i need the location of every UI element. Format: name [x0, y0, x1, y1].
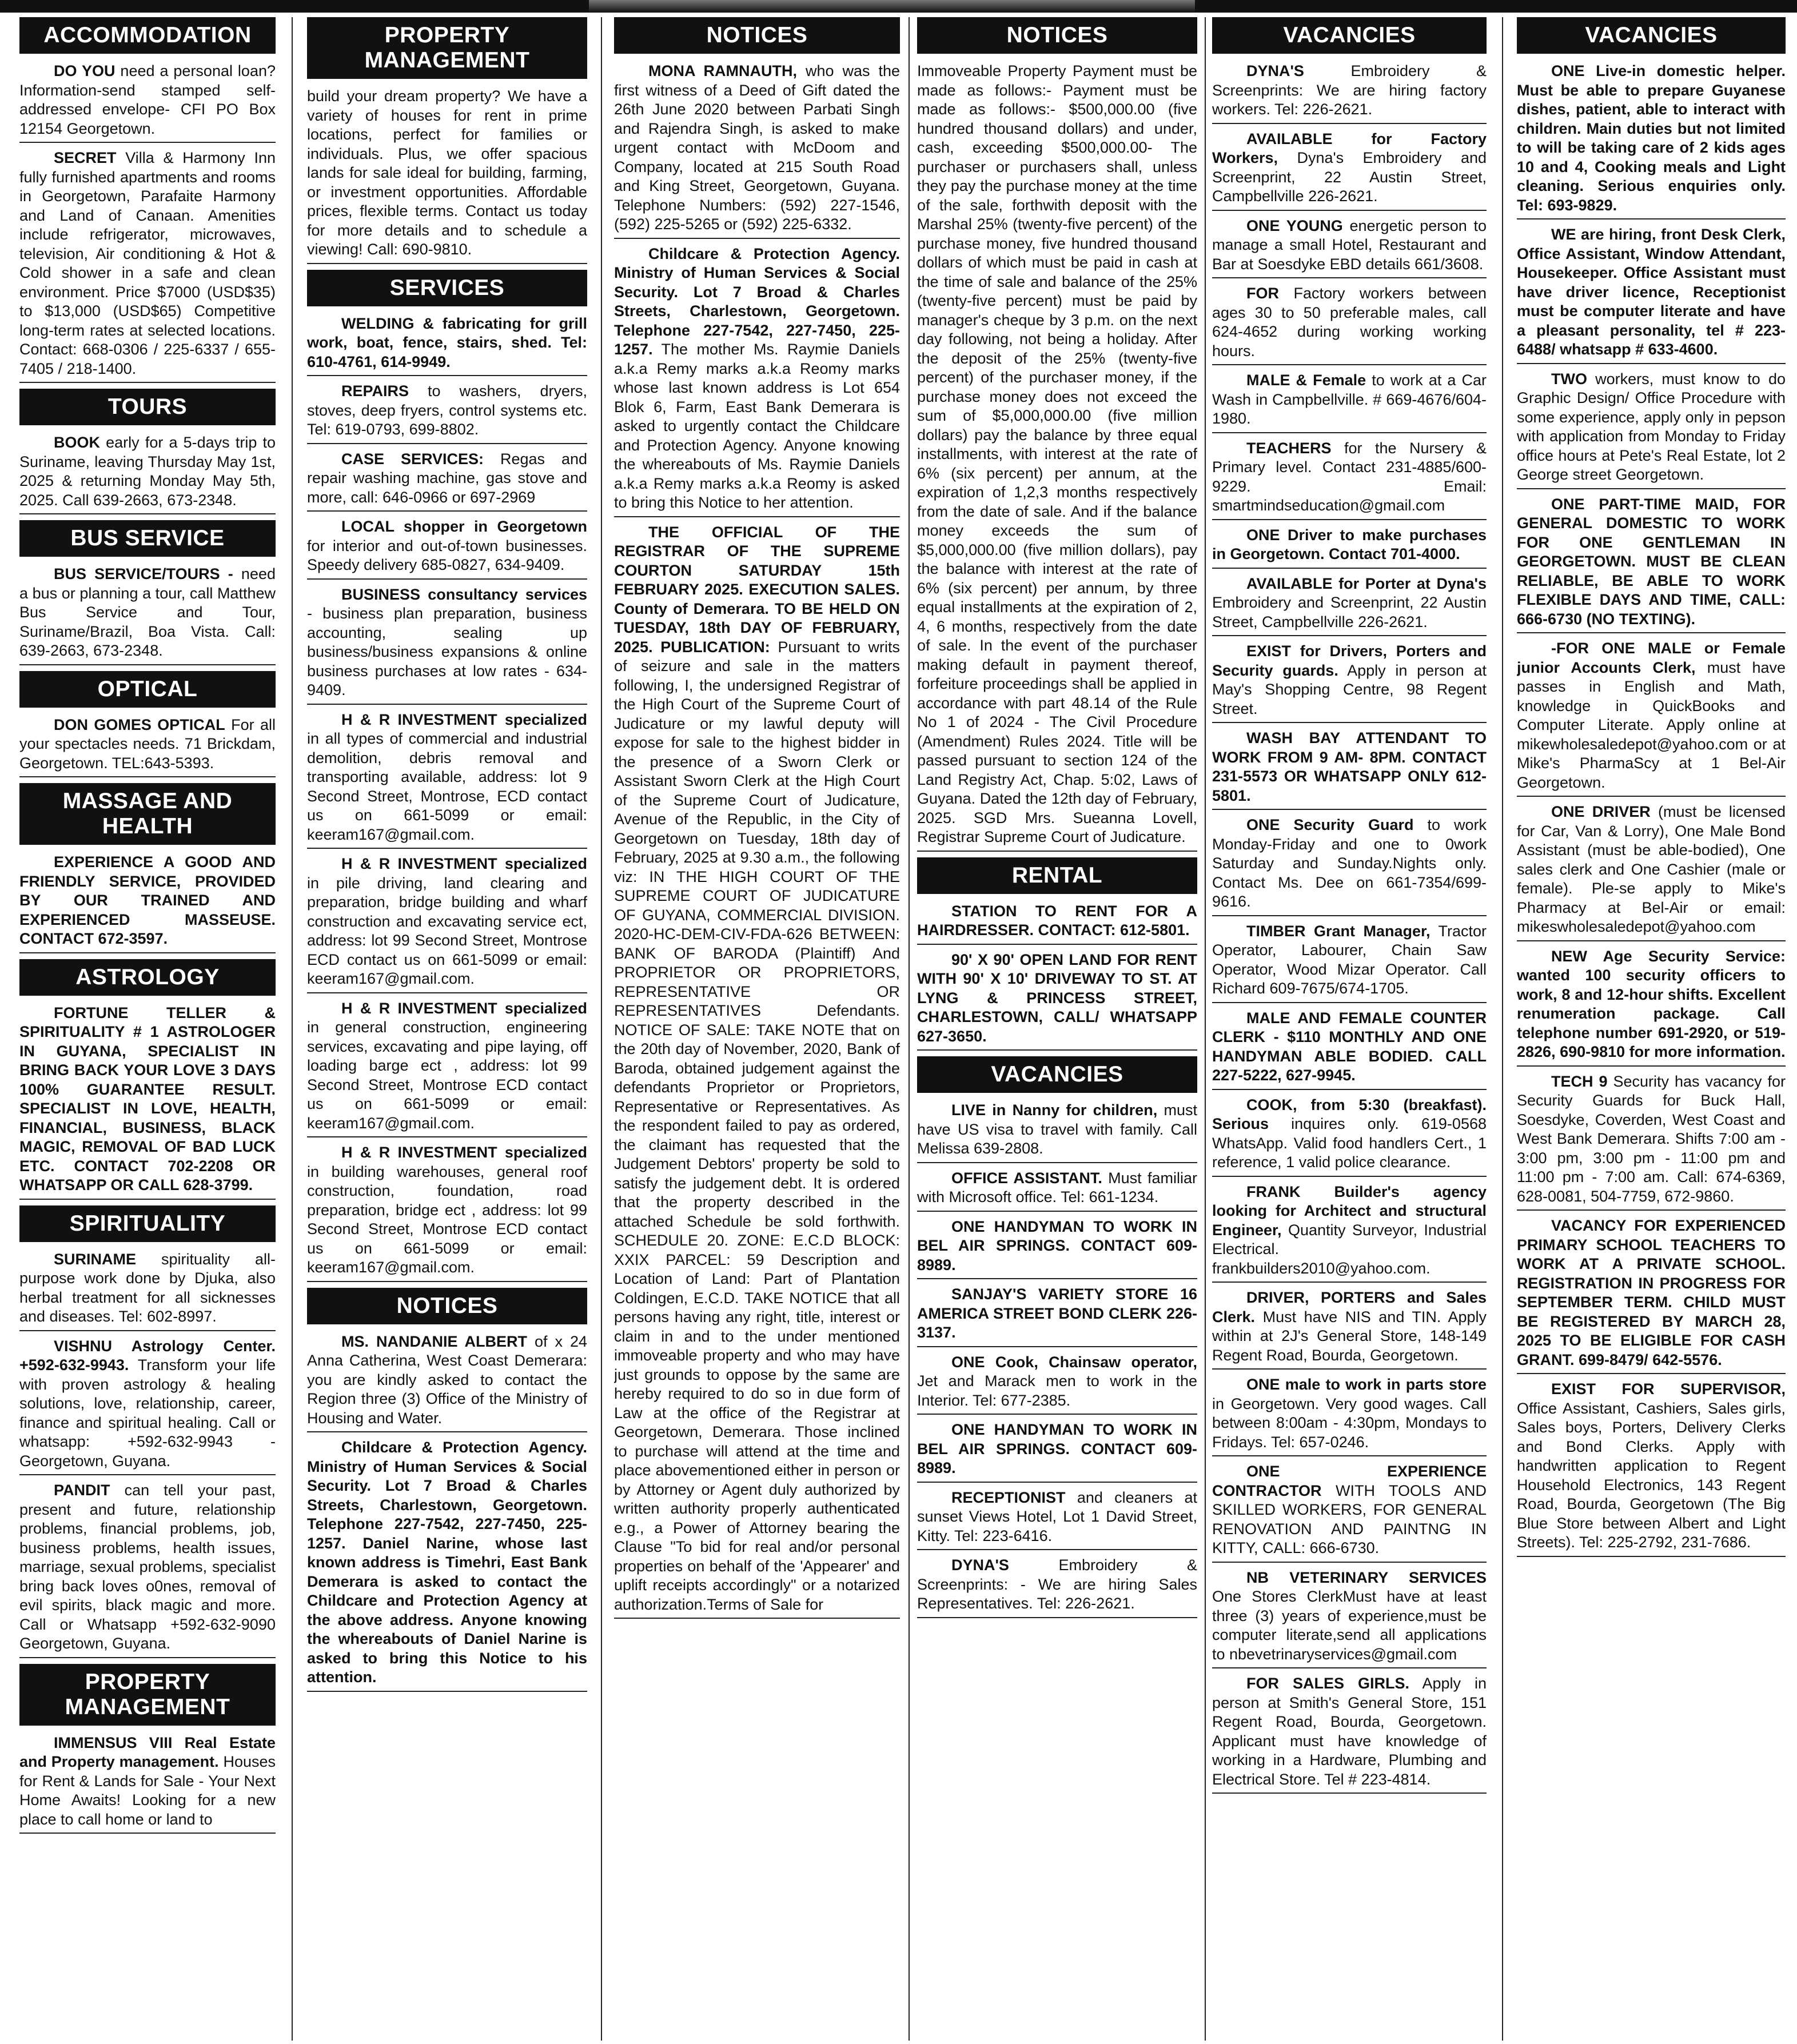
ad-text: Must familiar with Microsoft office. Tel: 661-1234. — [917, 1169, 1197, 1205]
classified-ad — [1212, 574, 1487, 637]
ad-lead: MONA RAMNAUTH, — [648, 62, 797, 79]
section-header: SPIRITUALITY — [19, 1205, 276, 1242]
classified-ad — [307, 855, 587, 993]
ad-text: inquires only. 619-0568 WhatsApp. Valid food handlers Cert., 1 reference, 1 valid police clearance. — [1212, 1115, 1487, 1171]
ad-text: Embroidery & Screenprints: We are hiring factory workers. Tel: 226-2621. — [1212, 62, 1487, 118]
classified-ad — [19, 149, 276, 383]
classified-ad — [917, 1353, 1197, 1415]
ad-lead: PANDIT — [54, 1482, 110, 1499]
ad-lead: ONE DRIVER — [1551, 803, 1651, 820]
classified-ad — [1517, 1380, 1786, 1557]
section-header: VACANCIES — [1212, 17, 1487, 54]
ad-text: For all your spectacles needs. 71 Brickdam, Georgetown. TEL:643-5393. — [19, 716, 276, 772]
ad-lead: DYNA'S — [1246, 62, 1304, 79]
ad-text: in pile driving, land clearing and preparation, bridge building and wharf construction and excavating service ect, address: lot 99 Second Street, Montrose ECD contact us on 661-5099 or email: keeram167@gmail.com. — [307, 874, 587, 987]
classified-ad — [614, 62, 900, 239]
classified-ad — [307, 1438, 587, 1692]
ad-text: Immoveable Property Payment must be made as follows:- Payment must be made as follows:- $500,000.00 (five hundred thousand dollars) and under, cash, exceeding $500,000.00- The purchaser or purchasers shall, unless they pay the purchase money at the time of the sale, forthwith deposit with the Marshal 25% (twenty-five percent) of the purchase money, five hundred thousand dollars of which must be paid in cash at the time of sale and balance of the 25% (twenty-five percent) must be paid by manager's cheque by 3 p.m. on the next day following, not being a holiday. After the deposit of the 25% (twenty-five percent) of the purchaser money, if the purchase money does not exceed the sum of $5,000,000.00 (five million dollars) pay the balance by three equal installments, with interest at the rate of 6% (six percent) per annum, at the expiration of 1,2,3 months respectively from the date of sale. And if the balance money exceeds the sum of $5,000,000.00 (five million dollars), pay the balance with interest at the rate of 6% (six percent) per annum, by three equal installments at the expiration of 2, 4, 6 months, respectively from the date of sale. In the event of the purchaser making default in payment thereof, forfeiture proceedings shall be applied in accordance with part 48.14 of the Rule No 1 of 2024 - The Civil Procedure (Amendment) Rules 2024. Title will be passed pursuant to section 124 of the Land Registry Act, Chap. 5:02, Laws of Guyana. Dated the 12th day of February, 2025. SGD Mrs. Sueanna Lovell, Registrar Supreme Court of Judicature. — [917, 62, 1197, 845]
ad-lead: IMMENSUS VIII Real Estate and Property management. — [19, 1734, 276, 1770]
ad-lead: ONE Cook, Chainsaw operator, — [951, 1353, 1197, 1371]
classified-ad — [1517, 225, 1786, 364]
classified-ad — [917, 1420, 1197, 1483]
ad-lead: BOOK — [54, 434, 100, 451]
ad-text: MALE AND FEMALE COUNTER CLERK - $110 MONTHLY AND ONE HANDYMAN ABLE BODIED. CALL 227-5222, 627-9945. — [1212, 1009, 1487, 1084]
ad-lead: THE OFFICIAL OF THE REGISTRAR OF THE SUPREME COURTON SATURDAY 15th FEBRUARY 2025. EXECUTION SALES. County of Demerara. TO BE HELD ON TUESDAY, 18th DAY OF FEBRUARY, 2025. PUBLICATION: — [614, 523, 900, 656]
classified-ad — [19, 1734, 276, 1834]
ad-lead: EXIST for Drivers, Porters and Security guards. — [1212, 642, 1487, 679]
classified-ad — [19, 62, 276, 143]
ad-text: for the Nursery & Primary level. Contact 231-4885/600-9229. Email: smartmindseducation@gmail.com — [1212, 439, 1487, 514]
ad-lead: AVAILABLE for Porter at Dyna's — [1246, 574, 1487, 592]
ad-lead: BUSINESS consultancy services — [341, 585, 587, 603]
column-divider — [1205, 17, 1206, 2041]
ad-lead: MS. NANDANIE ALBERT — [341, 1332, 527, 1350]
column-divider — [601, 17, 602, 2041]
classified-ad — [1212, 1183, 1487, 1283]
ad-text: Embroidery and Screenprint, 22 Austin Street, Campbellville 226-2621. — [1212, 594, 1487, 630]
ad-text: Quantity Surveyor, Industrial Electrical. frankbuilders2010@yahoo.com. — [1212, 1221, 1487, 1277]
classified-ad — [1517, 1072, 1786, 1211]
ad-lead: Childcare & Protection Agency. Ministry of Human Services & Social Security. Lot 7 Broad & Charles Streets, Charlestown, Georgetown. Telephone 227-7542, 227-7450, 225-1257. Daniel Narine, whose last known address is Timehri, East Bank Demerara is asked to contact the Childcare and Protection Agency at the above address. Anyone knowing the whereabouts of Daniel Narine is asked to bring this Notice to his attention. — [307, 1439, 587, 1686]
ad-lead: ONE EXPERIENCE CONTRACTOR — [1212, 1463, 1487, 1499]
ad-lead: LIVE in Nanny for children, — [951, 1101, 1158, 1119]
ad-text: Houses for Rent & Lands for Sale - Your Next Home Awaits! Looking for a new place to call home or land to — [19, 1753, 276, 1828]
ad-lead: COOK, from 5:30 (breakfast). Serious — [1212, 1096, 1487, 1132]
classified-ad — [917, 1169, 1197, 1212]
ad-text: ONE HANDYMAN TO WORK IN BEL AIR SPRINGS. CONTACT 609-8989. — [917, 1421, 1197, 1476]
classified-ad — [1212, 217, 1487, 279]
section-header: VACANCIES — [1517, 17, 1786, 54]
section-header: ACCOMMODATION — [19, 17, 276, 54]
ad-lead: NEW Age Security Service: wanted 100 security officers to work, 8 and 12-hour shifts. Excellent renumeration package. Call telephone number 691-2920, or 519-2826, 690-9810 for more information. — [1517, 947, 1786, 1060]
classified-ad — [1212, 1375, 1487, 1456]
ad-lead: ONE Live-in domestic helper. Must be able to prepare Guyanese dishes, patient, able to interact with children. Main duties but not limited to will be taking care of 2 kids ages 10 and 4, Cooking meals and Light cleaning. Serious enquiries only. Tel: 693-9829. — [1517, 62, 1786, 214]
classified-ad — [917, 951, 1197, 1051]
section-header: PROPERTY MANAGEMENT — [307, 17, 587, 79]
ad-text: Apply in person at Smith's General Store, 151 Regent Road, Bourda, Georgetown. Applicant must have knowledge of working in a Hardware, Plumbing and Electrical Store. Tel # 223-4814. — [1212, 1675, 1487, 1788]
ad-lead: H & R INVESTMENT specialized — [341, 855, 587, 872]
classified-ad — [1212, 1568, 1487, 1669]
ad-text: spirituality all-purpose work done by Djuka, also herbal treatment for all sicknesses and diseases. Tel: 602-8997. — [19, 1250, 276, 1325]
ad-lead: LOCAL shopper in Georgetown — [341, 518, 587, 535]
ad-lead: DYNA'S — [951, 1556, 1009, 1574]
ad-text: ONE PART-TIME MAID, FOR GENERAL DOMESTIC TO WORK FOR ONE GENTLEMAN IN GEORGETOWN. MUST BE CLEAN RELIABLE, BE ABLE TO WORK FLEXIBLE DAYS AND TIME, CALL: 666-6730 (NO TEXTING). — [1517, 495, 1786, 628]
classified-ad — [917, 1217, 1197, 1280]
section-header: NOTICES — [307, 1288, 587, 1324]
ad-text: STATION TO RENT FOR A HAIRDRESSER. CONTACT: 612-5801. — [917, 902, 1197, 939]
classified-ad — [1212, 729, 1487, 810]
ad-text: One Stores ClerkMust have at least three (3) years of experience,must be computer literate,send all applications to nbevetrinaryservices@gmail.com — [1212, 1588, 1487, 1663]
ad-text: who was the first witness of a Deed of Gift dated the 26th June 2020 between Parbati Singh and Rajendra Singh, is asked to make urgent contact with McDoom and Company, located at 215 South Road and King Street, Georgetown, Guyana. Telephone Numbers: (592) 227-1546, (592) 225-5265 or (592) 225-6332. — [614, 62, 900, 233]
classified-ad — [19, 1337, 276, 1476]
classified-ad — [917, 902, 1197, 945]
ad-lead: H & R INVESTMENT specialized — [341, 710, 587, 728]
ad-lead: DON GOMES OPTICAL — [54, 716, 225, 733]
column-5 — [1212, 17, 1487, 2041]
classified-ad — [1517, 1216, 1786, 1374]
classified-ad — [1212, 816, 1487, 916]
classified-ad — [1517, 62, 1786, 219]
classified-ad — [917, 1488, 1197, 1551]
section-header: OPTICAL — [19, 671, 276, 708]
section-header: BUS SERVICE — [19, 520, 276, 557]
column-divider — [909, 17, 910, 2041]
ad-text: workers, must know to do Graphic Design/ Office Procedure with some experience, apply only in pepson with application from Monday to Friday office hours at Pete's Real Estate, lot 2 George street Georgetown. — [1517, 370, 1786, 483]
ad-text: Embroidery & Screenprints: - We are hiring Sales Representatives. Tel: 226-2621. — [917, 1556, 1197, 1612]
classified-ad — [307, 710, 587, 849]
classified-ad — [1517, 370, 1786, 489]
column-4 — [917, 17, 1197, 2041]
column-divider — [1502, 17, 1503, 2041]
section-header: TOURS — [19, 389, 276, 425]
ad-text: ONE HANDYMAN TO WORK IN BEL AIR SPRINGS. CONTACT 609-8989. — [917, 1217, 1197, 1273]
classified-ad — [19, 1250, 276, 1331]
classified-ad — [307, 87, 587, 264]
ad-lead: TWO — [1551, 370, 1587, 388]
ad-text: Regas and repair washing machine, gas stove and more, call: 646-0966 or 697-2969 — [307, 450, 587, 506]
classified-ad — [307, 999, 587, 1138]
ad-text: Security has vacancy for Security Guards for Buck Hall, Soesdyke, Coverden, West Coast and West Bank Demerara. Shifts 7:00 am - 3:00 pm, 3:00 pm - 11:00 pm and 11:00 pm - 7:00 am. Call: 674-6369, 628-0081, 504-7759, 672-9860. — [1517, 1072, 1786, 1205]
classified-ad — [19, 1481, 276, 1658]
ad-text: - business plan preparation, business accounting, sealing up business/business expansions & online business purchases at low rates - 634-9409. — [307, 605, 587, 698]
ad-text: in Georgetown. Very good wages. Call between 8:00am - 4:30pm, Mondays to Fridays. Tel: 657-0246. — [1212, 1395, 1487, 1451]
ad-lead: BUS SERVICE/TOURS - — [54, 565, 233, 582]
classified-ad — [1517, 947, 1786, 1067]
ad-text: to work Monday-Friday and one to 0work Saturday and Sunday.Nights only. Contact Ms. Dee on 661-7354/699-9616. — [1212, 816, 1487, 910]
ad-lead: RECEPTIONIST — [951, 1488, 1066, 1506]
ad-text: need a personal loan? Information-send stamped self-addressed envelope- CFI PO Box 12154 Georgetown. — [19, 62, 276, 137]
classified-ad — [1517, 803, 1786, 941]
ad-text: Villa & Harmony Inn fully furnished apartments and rooms in Georgetown, Parafaite Harmony and Land of Canaan. Amenities include refrigerator, microwaves, television, Air conditioning & Hot & Cold shower in a safe and clean environment. Price $7000 (USD$35) to $13,000 (USD$65) Competitive long-term rates at selected locations. Contact: 668-0306 / 225-6337 / 655-7405 / 218-1400. — [19, 149, 276, 377]
classified-ad — [19, 1004, 276, 1200]
ad-text: in general construction, engineering services, excavating and pipe laying, off loading barge ect , address: lot 99 Second Street, Montrose ECD contact us on 661-5099 or email: keeram167@gmail.com. — [307, 1019, 587, 1132]
ad-text: Dyna's Embroidery and Screenprint, 22 Austin Street, Campbellville 226-2621. — [1212, 149, 1487, 205]
classified-ad — [1212, 1674, 1487, 1794]
ad-text: The mother Ms. Raymie Daniels a.k.a Remy marks a.k.a Reomy marks whose last known address is Lot 654 Blok 6, Farm, East Bank Demerara is asked to urgently contact the Childcare and Protection Agency. Anyone knowing the whereabouts of Ms. Raymie Daniels a.k.a Remy marks a.k.a Reomy is asked to bring this Notice to her attention. — [614, 341, 900, 511]
ad-text: build your dream property? We have a variety of houses for rent in prime locations, perfect for families or individuals. Plus, we offer spacious lands for sale ideal for building, farming, or investment opportunities. Affordable prices, flexible terms. Contact us today for more details and to schedule a viewing! Call: 690-9810. — [307, 87, 587, 258]
ad-text: WITH TOOLS AND SKILLED WORKERS, FOR GENERAL RENOVATION AND PAINTNG IN KITTY, CALL: 666-6730. — [1212, 1482, 1487, 1556]
ad-lead: FOR SALES GIRLS. — [1246, 1675, 1409, 1692]
section-header: SERVICES — [307, 270, 587, 306]
ad-lead: H & R INVESTMENT specialized — [341, 1144, 587, 1161]
ad-text: Apply in person at May's Shopping Centre, 98 Regent Street. — [1212, 661, 1487, 717]
section-header: NOTICES — [917, 17, 1197, 54]
ad-lead: NB VETERINARY SERVICES — [1246, 1568, 1487, 1586]
classified-ad — [1212, 130, 1487, 211]
ad-lead: WE are hiring, front Desk Clerk, Office Assistant, Window Attendant, Housekeeper. Office Assistant must have driver licence, Receptionist must be computer literate and have a pleasant personality, tel # 223-6488/ whatsapp # 633-4600. — [1517, 226, 1786, 358]
classified-ad — [1212, 439, 1487, 520]
column-divider — [292, 17, 293, 2041]
ad-lead: -FOR ONE MALE or Female junior Accounts Clerk, — [1517, 640, 1786, 676]
classified-ad — [614, 523, 900, 1619]
section-header: PROPERTY MANAGEMENT — [19, 1664, 276, 1726]
column-6 — [1517, 17, 1786, 2041]
classified-ad — [19, 565, 276, 665]
ad-text: need a bus or planning a tour, call Matthew Bus Service and Tour, Suriname/Brazil, Boa Vista. Call: 639-2663, 673-2348. — [19, 565, 276, 659]
top-rule-shade — [589, 0, 1195, 13]
classified-ad — [1212, 1288, 1487, 1370]
ad-text: Must have NIS and TIN. Apply within at 2J's General Store, 148-149 Regent Road, Bourda, Georgetown. — [1212, 1308, 1487, 1364]
ad-lead: SECRET — [54, 149, 117, 166]
ad-lead: EXIST FOR SUPERVISOR, — [1551, 1380, 1786, 1398]
classified-ad — [1212, 1096, 1487, 1177]
classified-ad — [19, 433, 276, 514]
classified-ad — [1212, 371, 1487, 433]
classified-ad — [1212, 922, 1487, 1003]
ad-text: VACANCY FOR EXPERIENCED PRIMARY SCHOOL TEACHERS TO WORK AT A PRIVATE SCHOOL. REGISTRATION IN PROGRESS FOR SEPTEMBER TERM. CHILD MUST BE REGISTERED BY MARCH 28, 2025 TO BE ELIGIBLE FOR CASH GRANT. 699-8479/ 642-5576. — [1517, 1217, 1786, 1368]
column-1 — [19, 17, 276, 2041]
column-3 — [614, 17, 900, 2041]
classified-ad — [19, 853, 276, 953]
classified-ad — [307, 1332, 587, 1433]
ad-text: WASH BAY ATTENDANT TO WORK FROM 9 AM- 8PM. CONTACT 231-5573 OR WHATSAPP ONLY 612-5801. — [1212, 729, 1487, 804]
ad-text: of x 24 Anna Catherina, West Coast Demerara: you are kindly asked to contact the Region three (3) Office of the Ministry of Housing and Water. — [307, 1332, 587, 1427]
ad-lead: FRANK Builder's agency looking for Architect and structural Engineer, — [1212, 1183, 1487, 1239]
ad-text: can tell your past, present and future, relationship problems, financial problems, job, business problems, health issues, marriage, sexual problems, specialist bring back loves o0nes, removal of evil spirits, black magic and more. Call or Whatsapp +592-632-9090 Georgetown, Guyana. — [19, 1482, 276, 1652]
ad-lead: REPAIRS — [341, 382, 409, 400]
ad-text: 90' X 90' OPEN LAND FOR RENT WITH 90' X 10' DRIVEWAY TO ST. AT LYNG & PRINCESS STREET, CHARLESTOWN, CALL/ WHATSAPP 627-3650. — [917, 951, 1197, 1045]
ad-lead: DRIVER, PORTERS and Sales Clerk. — [1212, 1289, 1487, 1326]
top-rule — [0, 0, 1797, 13]
ad-lead: ONE male to work in parts store — [1246, 1376, 1487, 1393]
ad-lead: VISHNU Astrology Center. +592-632-9943. — [19, 1337, 276, 1374]
ad-text: Tractor Operator, Labourer, Chain Saw Operator, Wood Mizar Operator. Call Richard 609-7675/674-1705. — [1212, 922, 1487, 997]
column-2 — [307, 17, 587, 2041]
classified-ad — [1212, 62, 1487, 124]
classified-ad — [307, 517, 587, 580]
ad-lead: ONE Driver to make purchases in Georgetown. Contact 701-4000. — [1212, 526, 1487, 562]
classified-ad — [1517, 639, 1786, 797]
ad-text: Jet and Marack men to work in the Interior. Tel: 677-2385. — [917, 1372, 1197, 1409]
classified-ad — [917, 1285, 1197, 1347]
ad-lead: FOR — [1246, 285, 1279, 302]
classified-ad — [917, 1101, 1197, 1163]
ad-text: in all types of commercial and industrial demolition, debris removal and transporting available, address: lot 9 Second Street, Montrose, ECD contact us on 661-5099 or email: keeram167@gmail.com. — [307, 730, 587, 843]
classified-ad — [1212, 526, 1487, 569]
classified-ad — [1212, 1462, 1487, 1563]
ad-lead: CASE SERVICES: — [341, 450, 484, 468]
ad-lead: AVAILABLE for Factory Workers, — [1212, 130, 1487, 166]
classified-ad — [1212, 284, 1487, 365]
classified-ad — [1212, 642, 1487, 723]
ad-lead: MALE & Female — [1246, 372, 1366, 389]
classified-ad — [1517, 495, 1786, 634]
section-header: ASTROLOGY — [19, 959, 276, 996]
ad-lead: H & R INVESTMENT specialized — [341, 999, 587, 1017]
ad-lead: SANJAY'S VARIETY STORE 16 AMERICA STREET BOND CLERK 226-3137. — [917, 1286, 1197, 1341]
classified-ad — [614, 245, 900, 517]
section-header: VACANCIES — [917, 1056, 1197, 1093]
ad-text: EXPERIENCE A GOOD AND FRIENDLY SERVICE, PROVIDED BY OUR TRAINED AND EXPERIENCED MASSEUSE. CONTACT 672-3597. — [19, 853, 276, 947]
classified-ad — [917, 1556, 1197, 1618]
ad-lead: DO YOU — [54, 62, 115, 79]
ad-lead: WELDING & fabricating for grill work, boat, fence, stairs, shed. Tel: 610-4761, 614-9949. — [307, 314, 587, 370]
ad-lead: OFFICE ASSISTANT. — [951, 1169, 1102, 1187]
ad-lead: TIMBER Grant Manager, — [1246, 922, 1431, 940]
ad-text: Factory workers between ages 30 to 50 preferable males, call 624-4652 during working working hours. — [1212, 285, 1487, 360]
classified-ad — [307, 585, 587, 705]
ad-text: Office Assistant, Cashiers, Sales girls, Sales boys, Porters, Delivery Clerks and Bond Clerks. Apply with handwritten application to Regent Household Electronics, 143 Regent Road, Bourda, Georgetown (The Big Blue Store between Albert and Light Streets). Tel: 225-2792, 231-7686. — [1517, 1399, 1786, 1551]
classified-ad — [307, 450, 587, 512]
classified-ad — [917, 62, 1197, 852]
ad-text: to work at a Car Wash in Campbellville. # 669-4676/604-1980. — [1212, 372, 1487, 427]
ad-text: FORTUNE TELLER & SPIRITUALITY # 1 ASTROLOGER IN GUYANA, SPECIALIST IN BRING BACK YOUR LOVE 3 DAYS 100% GUARANTEE RESULT. SPECIALIST IN LOVE, HEALTH, FINANCIAL, BUSINESS, BLACK MAGIC, REMOVAL OF BAD LUCK ETC. CONTACT 702-2208 OR WHATSAPP OR CALL 628-3799. — [19, 1004, 276, 1193]
classified-ad — [307, 1143, 587, 1282]
ad-text: to washers, dryers, stoves, deep fryers, control systems etc. Tel: 619-0793, 699-8802. — [307, 382, 587, 438]
ad-lead: SURINAME — [54, 1250, 137, 1268]
ad-text: energetic person to manage a small Hotel, Restaurant and Bar at Soesdyke EBD details 661/3608. — [1212, 217, 1487, 273]
ad-text: early for a 5-days trip to Suriname, leaving Thursday May 1st, 2025 & returning Monday May 5th, 2025. Call 639-2663, 673-2348. — [19, 434, 276, 509]
ad-lead: ONE Security Guard — [1246, 816, 1414, 833]
classified-ad — [307, 314, 587, 377]
ad-text: and cleaners at sunset Views Hotel, Lot 1 David Street, Kitty. Tel: 223-6416. — [917, 1488, 1197, 1544]
ad-text: must have passes in English and Math, knowledge in QuickBooks and Computer Literate. Apply online at mikewholesaledepot@yahoo.com or at Mike's PharmaScy at 1 Bel-Air Georgetown. — [1517, 658, 1786, 791]
ad-lead: TEACHERS — [1246, 439, 1332, 457]
ad-text: in building warehouses, general roof construction, foundation, road preparation, bridge ect , address: lot 99 Second Street, Montrose ECD contact us on 661-5099 or email: keeram167@gmail.com. — [307, 1163, 587, 1276]
ad-lead: TECH 9 — [1551, 1072, 1608, 1090]
ad-lead: Childcare & Protection Agency. Ministry of Human Services & Social Security. Lot 7 Broad & Charles Streets, Charlestown, Georgetown. Telephone 227-7542, 227-7450, 225-1257. — [614, 245, 900, 358]
classified-ad — [19, 716, 276, 778]
classified-ad — [307, 382, 587, 444]
section-header: RENTAL — [917, 857, 1197, 894]
ad-text: for interior and out-of-town businesses. Speedy delivery 685-0827, 634-9409. — [307, 537, 587, 573]
ad-text: (must be licensed for Car, Van & Lorry), One Male Bond Assistant (must be able-bodied), One sales clerk and One Cashier (male or female). Ple-se apply to Mike's Pharmacy at Bel-Air or email: mikeswholesaledepot@yahoo.com — [1517, 803, 1786, 935]
section-header: NOTICES — [614, 17, 900, 54]
classified-ad — [1212, 1009, 1487, 1090]
section-header: MASSAGE AND HEALTH — [19, 783, 276, 845]
ad-text: Transform your life with proven astrology & healing solutions, love, relationship, career, finance and spiritual healing. Call or whatsapp: +592-632-9943 - Georgetown, Guyana. — [19, 1356, 276, 1470]
ad-lead: ONE YOUNG — [1246, 217, 1343, 234]
ad-text: Pursuant to writs of seizure and sale in the matters following, I, the undersigned Registrar of the High Court of the Supreme Court of Judicature or my lawful deputy will expose for sale to the highest bidder in the presence of a Sworn Clerk or Assistant Sworn Clerk at the High Court of the Supreme Court of Judicature, Avenue of the Republic, in the City of Georgetown on Tuesday, 18th day of February, 2025 at 9.30 a.m., the following viz: IN THE HIGH COURT OF THE SUPREME COURT OF JUDICATURE OF GUYANA, COMMERCIAL DIVISION. 2020-HC-DEM-CIV-FDA-626 BETWEEN: BANK OF BARODA (Plaintiff) And PROPRIETOR OR PROPRIETORS, REPRESENTATIVE OR REPRESENTATIVES Defendants. NOTICE OF SALE: TAKE NOTE that on the 20th day of November, 2020, Bank of Baroda, obtained judgement against the defendants Proprietor or Proprietors, Representative or Representatives. As the respondent failed to pay as ordered, the claimant has requested that the Judgement Debtors' property be sold to satisfy the judgement debt. It is ordered that the property described in the attached Schedule be sold forthwith. SCHEDULE 20. ZONE: E.C.D BLOCK: XXIX PARCEL: 59 Description and Location of Land: Part of Plantation Coldingen, E.C.D. TAKE NOTICE that all persons having any right, title, interest or claim in and to the under mentioned immoveable property and who may have just grounds to oppose by the same are hereby required to do so in due form of Law at the office of the Registrar at Georgetown, Demerara. Those inclined to purchase will attend at the time and place abovementioned either in person or by Attorney or Agent duly authorized by written authority properly authenticated e.g., a Power of Attorney bearing the Clause "To bid for real and/or personal properties on behalf of the 'Appearer' and uplift receipts accordingly" or a notarized authorization.Terms of Sale for — [614, 638, 900, 1613]
ad-text: must have US visa to travel with family. Call Melissa 639-2808. — [917, 1101, 1197, 1157]
